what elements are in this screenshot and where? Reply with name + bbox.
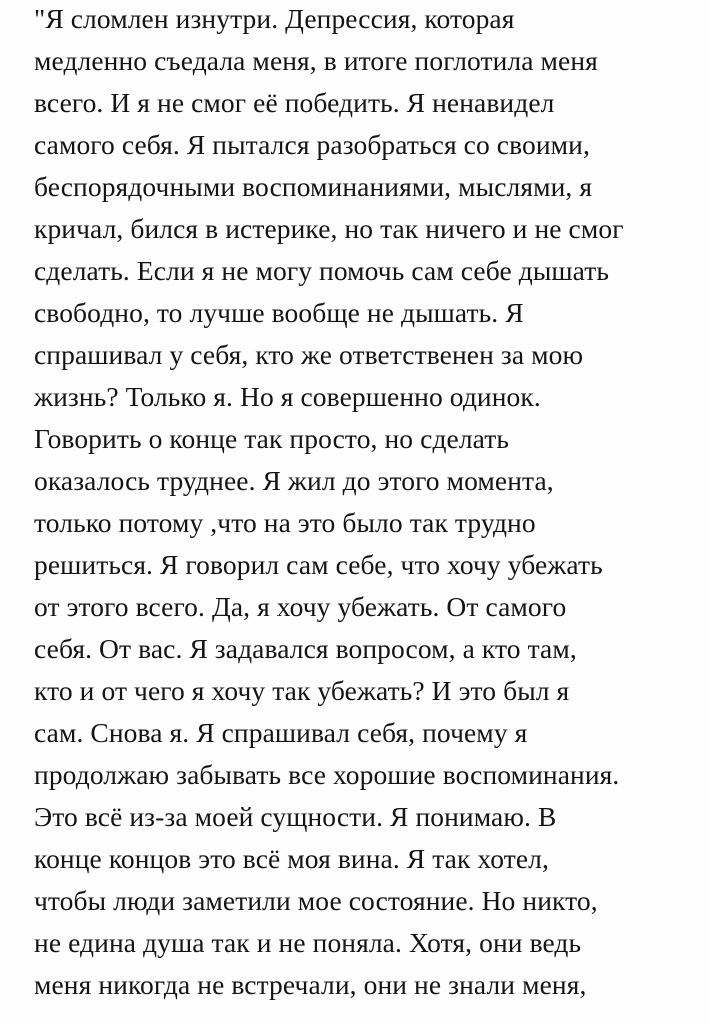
text-line: жизнь? Только я. Но я совершенно одинок. <box>34 381 541 412</box>
text-line: сам. Снова я. Я спрашивал себя, почему я <box>34 717 528 748</box>
text-line: сделать. Если я не могу помочь сам себе дышать <box>34 255 610 286</box>
document-text <box>34 0 704 1006</box>
text-line: решиться. Я говорил сам себе, что хочу убежать <box>34 549 603 580</box>
text-line: продолжаю забывать все хорошие воспоминания. <box>34 759 620 790</box>
text-line: Это всё из-за моей сущности. Я понимаю. В <box>34 801 557 832</box>
text-line: медленно съедала меня, в итоге поглотила меня <box>34 45 598 76</box>
text-line: кто и от чего я хочу так убежать? И это был я <box>34 675 570 706</box>
text-line: чтобы люди заметили мое состояние. Но никто, <box>34 885 598 916</box>
text-line: кричал, бился в истерике, но так ничего и не смог <box>34 213 624 244</box>
text-line: только потому ,что на это было так трудно <box>34 507 536 538</box>
text-line: конце концов это всё моя вина. Я так хотел, <box>34 843 549 874</box>
text-line: Говорить о конце так просто, но сделать <box>34 423 510 454</box>
text-line: себя. От вас. Я задавался вопросом, а кто там, <box>34 633 577 664</box>
text-line: "Я сломлен изнутри. Депрессия, которая <box>34 3 515 34</box>
text-line: не едина душа так и не поняла. Хотя, они ведь <box>34 927 582 958</box>
text-line: от этого всего. Да, я хочу убежать. От самого <box>34 591 567 622</box>
text-line: всего. И я не смог её победить. Я ненавидел <box>34 87 555 118</box>
text-line: свободно, то лучше вообще не дышать. Я <box>34 297 524 328</box>
text-line: беспорядочными воспоминаниями, мыслями, я <box>34 171 593 202</box>
text-line: спрашивал у себя, кто же ответственен за мою <box>34 339 584 370</box>
text-line: самого себя. Я пытался разобраться со своими, <box>34 129 590 160</box>
text-line: оказалось труднее. Я жил до этого момента, <box>34 465 554 496</box>
text-line: меня никогда не встречали, они не знали меня, <box>34 969 587 1000</box>
